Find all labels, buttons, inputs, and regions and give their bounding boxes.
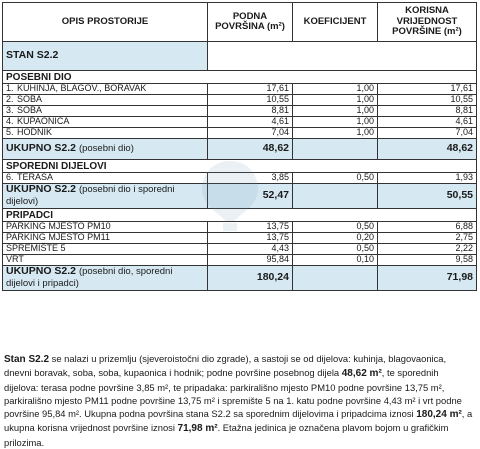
row-area: 4,61 <box>208 117 293 128</box>
row-index: 3. <box>6 105 14 116</box>
header-coefficient: KOEFICIJENT <box>293 3 378 42</box>
row-label-cell <box>3 233 208 244</box>
row-area: 95,84 <box>208 255 293 266</box>
row-name: KUHINJA, BLAGOV., BORAVAK <box>17 83 147 94</box>
row-useful: 7,04 <box>378 128 477 139</box>
area-table <box>2 2 477 291</box>
row-coefficient: 1,00 <box>293 106 378 117</box>
row-coefficient: 1,00 <box>293 95 378 106</box>
row-coefficient: 1,00 <box>293 117 378 128</box>
note-text: . Etažna jedinica je označena plavom bojom u grafičkim prilozima. <box>4 422 449 448</box>
note-unit: Stan S2.2 <box>4 354 50 365</box>
row-useful: 4,61 <box>378 117 477 128</box>
description-note <box>2 352 476 449</box>
total-all-row <box>3 266 477 291</box>
row-name: SOBA <box>17 105 43 116</box>
row-label-cell <box>3 117 208 128</box>
row-useful: 8,81 <box>378 106 477 117</box>
row-area: 7,04 <box>208 128 293 139</box>
header-description: OPIS PROSTORIJE <box>3 3 208 42</box>
total-useful: 50,55 <box>378 184 477 209</box>
row-coefficient: 0,20 <box>293 233 378 244</box>
row-name: HODNIK <box>17 127 53 138</box>
row-useful: 17,61 <box>378 84 477 95</box>
row-label-cell <box>3 222 208 233</box>
row-label-cell <box>3 95 208 106</box>
note-area: 71,98 m² <box>177 423 218 435</box>
row-name: SPREMIŠTE 5 <box>6 243 66 254</box>
sporedni-rows <box>3 173 477 184</box>
row-index: 1. <box>6 83 14 94</box>
row-coefficient: 0,50 <box>293 244 378 255</box>
row-label-cell <box>3 173 208 184</box>
row-coefficient: 0,50 <box>293 173 378 184</box>
row-coefficient: 1,00 <box>293 84 378 95</box>
section-posebni <box>3 71 477 84</box>
row-area: 17,61 <box>208 84 293 95</box>
total-sub: (posebni dio i sporedni dijelovi) <box>6 184 175 207</box>
table-row <box>3 244 477 255</box>
row-coefficient: 0,10 <box>293 255 378 266</box>
row-label-cell <box>3 84 208 95</box>
row-name: PARKING MJESTO PM10 <box>6 221 111 232</box>
row-coefficient: 0,50 <box>293 222 378 233</box>
row-useful: 9,58 <box>378 255 477 266</box>
row-index: 2. <box>6 94 14 105</box>
row-area: 10,55 <box>208 95 293 106</box>
total-sub: (posebni dio, sporedni dijelovi i pripadci) <box>6 266 173 289</box>
section-title: SPOREDNI DIJELOVI <box>3 160 477 173</box>
table-row <box>3 128 477 139</box>
table-row <box>3 222 477 233</box>
row-name: KUPAONICA <box>17 116 70 127</box>
section-sporedni <box>3 160 477 173</box>
row-name: PARKING MJESTO PM11 <box>6 232 111 243</box>
row-useful: 10,55 <box>378 95 477 106</box>
note-text: , a ukupna korisna vrijednost površine iznosi <box>4 408 473 434</box>
row-useful: 1,93 <box>378 173 477 184</box>
row-useful: 2,22 <box>378 244 477 255</box>
section-title: PRIPADCI <box>3 209 477 222</box>
unit-row <box>3 42 477 71</box>
row-useful: 2,75 <box>378 233 477 244</box>
section-pripadci <box>3 209 477 222</box>
row-area: 3,85 <box>208 173 293 184</box>
row-index: 4. <box>6 116 14 127</box>
row-label-cell <box>3 128 208 139</box>
total-area: 52,47 <box>208 184 293 209</box>
table-row <box>3 233 477 244</box>
total-area: 48,62 <box>208 139 293 160</box>
total-sporedni-row <box>3 184 477 209</box>
row-label-cell <box>3 106 208 117</box>
total-label: UKUPNO S2.2 <box>6 265 77 278</box>
total-label: UKUPNO S2.2 <box>6 183 77 196</box>
row-index: 5. <box>6 127 14 138</box>
header-useful-area: KORISNA VRIJEDNOST POVRŠINE (m²) <box>378 3 477 42</box>
note-text: , te sporednih dijelova: terasa podne površine 3,85 m², te pripadaka: parkirališno mjesto PM10 podne površine 13,75 m², parkirališno mjesto PM11 podne površine 13,75 m² i spremište 5 na 1. katu podne površine 4,43 m² i vrt podne površine 95,84 m². Ukupna podna površina stana S2.2 sa sporednim dijelovima i pripadcima iznosi <box>4 367 462 420</box>
note-text: se nalazi u prizemlju (sjeveroistočni dio zgrade), a sastoji se od dijelova: kuhinja, blagovaonica, dnevni boravak, soba, soba, kupaonica i hodnik; podne površine posebnog dijela <box>4 353 447 379</box>
table-row <box>3 117 477 128</box>
row-area: 13,75 <box>208 222 293 233</box>
note-area: 180,24 m² <box>416 409 462 421</box>
table-row <box>3 173 477 184</box>
pripadci-rows <box>3 222 477 266</box>
table-row <box>3 106 477 117</box>
table-row <box>3 95 477 106</box>
row-label-cell <box>3 255 208 266</box>
total-sub: (posebni dio) <box>78 143 134 155</box>
unit-name: STAN S2.2 <box>3 42 208 71</box>
row-area: 8,81 <box>208 106 293 117</box>
section-title: POSEBNI DIO <box>3 71 477 84</box>
row-label-cell <box>3 244 208 255</box>
note-area: 48,62 m² <box>341 368 382 380</box>
row-coefficient: 1,00 <box>293 128 378 139</box>
header-floor-area: PODNA POVRŠINA (m²) <box>208 3 293 42</box>
header-row <box>3 3 477 42</box>
row-name: VRT <box>6 254 24 265</box>
row-name: TERASA <box>17 172 54 183</box>
table-row <box>3 255 477 266</box>
row-area: 13,75 <box>208 233 293 244</box>
row-area: 4,43 <box>208 244 293 255</box>
total-posebni-row <box>3 139 477 160</box>
row-name: SOBA <box>17 94 43 105</box>
total-label: UKUPNO S2.2 <box>6 142 77 155</box>
table-row <box>3 84 477 95</box>
total-useful: 48,62 <box>378 139 477 160</box>
posebni-rows <box>3 84 477 139</box>
total-area: 180,24 <box>208 266 293 291</box>
total-useful: 71,98 <box>378 266 477 291</box>
row-index: 6. <box>6 172 14 183</box>
row-useful: 6,88 <box>378 222 477 233</box>
